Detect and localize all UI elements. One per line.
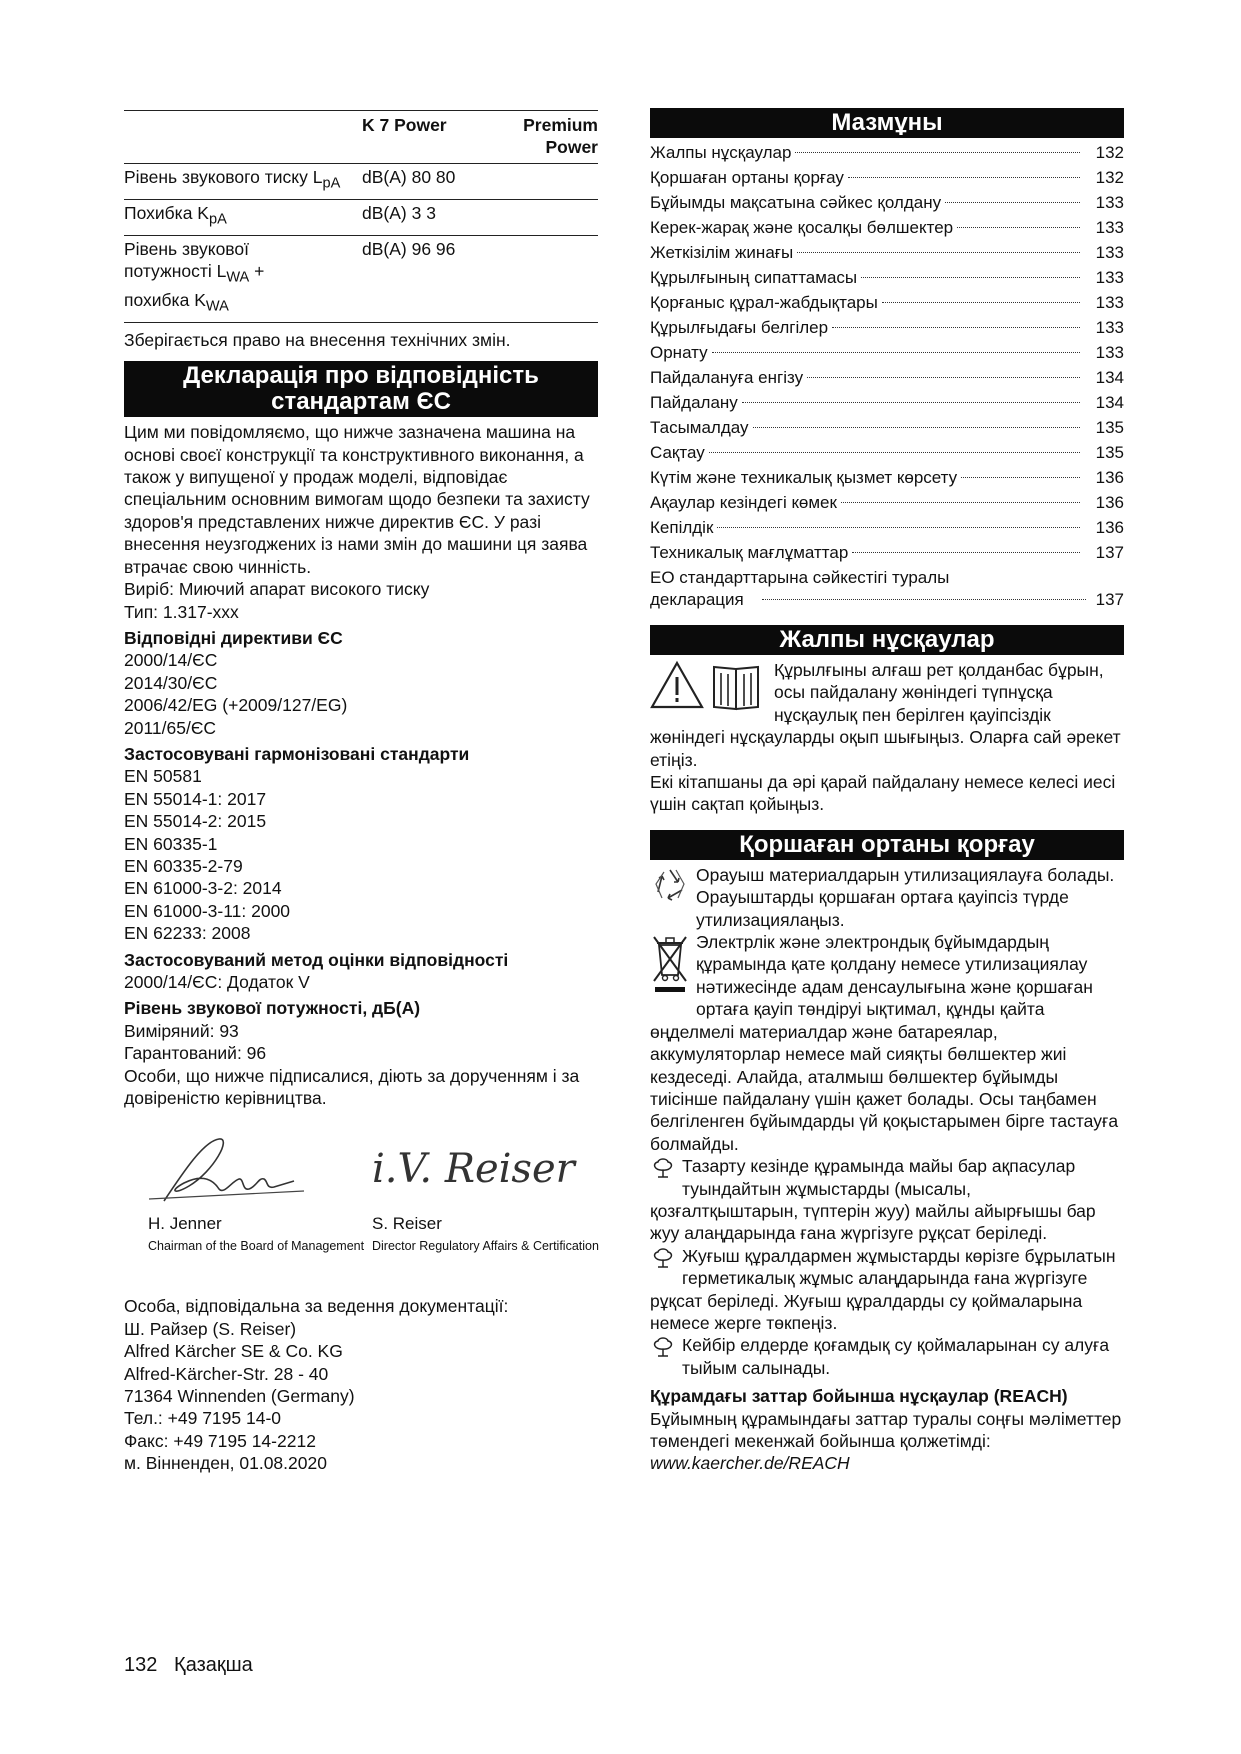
reach-link[interactable]: www.kaercher.de/REACH <box>650 1453 850 1474</box>
toc-page: 136 <box>1095 493 1124 512</box>
toc-dots <box>742 402 1080 403</box>
toc-title: Бұйымды мақсатына сәйкес қолдану <box>650 193 942 212</box>
spec-header-premium: Premium Power <box>466 111 598 164</box>
general-section <box>650 659 1124 816</box>
weee-bin-icon <box>650 931 690 998</box>
toc-title: Тасымалдау <box>650 418 749 437</box>
general-text-1: Құрылғыны алғаш рет қолданбас бұрын, осы пайдалану жөніндегі түпнұсқа нұсқаулық пен берілген қауіпсіздік жөніндегі нұсқауларды оқып шығыңыз. Оларға сай әрекет етіңіз. <box>650 660 1121 770</box>
right-column <box>650 108 1124 1475</box>
contact-line: Alfred-Kärcher-Str. 28 - 40 <box>124 1363 329 1384</box>
toc-title: Ақаулар кезіндегі көмек <box>650 493 837 512</box>
spec-label: Похибка $K_{pA}$ <box>124 199 362 235</box>
contact-line: Тел.: +49 7195 14-0 <box>124 1408 282 1429</box>
toc-page: 137 <box>1095 590 1124 609</box>
environment-heading: Қоршаған ортаны қорғау <box>650 830 1124 860</box>
toc-row[interactable] <box>650 242 1124 267</box>
contact-line: 71364 Winnenden (Germany) <box>124 1386 355 1407</box>
contact-line: Ш. Райзер (S. Reiser) <box>124 1318 297 1339</box>
contact-line: Особа, відповідальна за ведення документації: <box>124 1296 509 1317</box>
toc-row-last[interactable] <box>650 567 1124 611</box>
toc-title: Қоршаған ортаны қорғау <box>650 168 844 187</box>
toc-page: 135 <box>1095 443 1124 462</box>
list-item: EN 55014-2: 2015 <box>124 811 267 832</box>
toc-row[interactable] <box>650 142 1124 167</box>
spec-header-empty <box>124 111 362 164</box>
toc-dots <box>762 599 1086 600</box>
spec-label: Рівень звукового тиску $L_{pA}$ <box>124 163 362 199</box>
toc-dots <box>852 552 1080 553</box>
list-item: EN 60335-1 <box>124 833 218 854</box>
toc-row[interactable] <box>650 392 1124 417</box>
toc-row[interactable] <box>650 442 1124 467</box>
page-number: 132 <box>124 1654 158 1676</box>
contact-line: м. Вінненден, 01.08.2020 <box>124 1453 327 1474</box>
env-text-2: Электрлік және электрондық бұйымдардың құрамында қате қолдану немесе утилизациялау нәтижесінде адам денсаулығына және қоршаған ортаға қауіп төндіруі ықтимал, құнды қайта өңделмелі материалдар және батареялар, аккумуляторлар немесе май сияқты бөлшектер жиі кездеседі. Алайда, аталмыш бөлшектер бұйымды тиісінше пайдалану үшін қажет болады. Осы таңбамен белгіленген бұйымдарды үй қоқыстарымен бірге тастауға болмайды. <box>650 932 1119 1154</box>
environment-tree-icon <box>650 1157 676 1184</box>
type-line: Тип: 1.317-xxx <box>124 601 239 622</box>
toc-page: 136 <box>1095 468 1124 487</box>
table-row <box>124 163 598 199</box>
list-item: EN 61000-3-11: 2000 <box>124 900 291 921</box>
env-text-5: Кейбір елдерде қоғамдық су қоймаларынан су алуға тыйым салынады. <box>682 1335 1110 1378</box>
table-row <box>124 199 598 235</box>
toc-row[interactable] <box>650 542 1124 567</box>
list-item: EN 55014-1: 2017 <box>124 788 267 809</box>
toc-dots <box>861 277 1080 278</box>
toc-page: 136 <box>1095 518 1124 537</box>
technical-changes-note: Зберігається право на внесення технічних змін. <box>124 329 511 350</box>
toc-title: Сақтау <box>650 443 705 462</box>
toc-row[interactable] <box>650 517 1124 542</box>
toc-page: 133 <box>1095 343 1124 362</box>
toc-row[interactable] <box>650 467 1124 492</box>
method-title: Застосовуваний метод оцінки відповідності <box>124 949 509 970</box>
toc-page: 133 <box>1095 268 1124 287</box>
directives-title: Відповідні директиви ЄС <box>124 627 343 648</box>
toc-dots <box>709 452 1080 453</box>
recycling-icon <box>650 864 690 909</box>
toc-page: 133 <box>1095 293 1124 312</box>
list-item: 2011/65/ЄС <box>124 717 217 738</box>
toc-title: ЕО стандарттарына сәйкестігі туралы <box>650 568 950 587</box>
toc-dots <box>797 252 1080 253</box>
toc-title: Пайдалануға енгізу <box>650 368 804 387</box>
toc-dots <box>753 427 1080 428</box>
toc-page: 133 <box>1095 218 1124 237</box>
toc-dots <box>841 502 1080 503</box>
toc-dots <box>712 352 1080 353</box>
list-item: 2000/14/ЄС <box>124 650 218 671</box>
product-line: Виріб: Миючий апарат високого тиску <box>124 579 430 600</box>
general-heading: Жалпы нұсқаулар <box>650 625 1124 655</box>
toc-page: 132 <box>1095 168 1124 187</box>
spec-table <box>124 110 598 323</box>
toc-row[interactable] <box>650 217 1124 242</box>
measured-value: Виміряний: 93 <box>124 1020 239 1041</box>
page-footer <box>124 1654 253 1676</box>
spec-label: Рівень звукової потужності $L_{WA}$ + похибка $K_{WA}$ <box>124 235 362 322</box>
contact-line: Alfred Kärcher SE & Co. KG <box>124 1341 343 1362</box>
footer-language: Қазақша <box>174 1654 253 1676</box>
toc-row[interactable] <box>650 317 1124 342</box>
signer1-name: H. Jenner <box>148 1214 222 1234</box>
signer2-name: S. Reiser <box>372 1214 442 1234</box>
contact-line: Факс: +49 7195 14-2212 <box>124 1430 316 1451</box>
toc-dots <box>832 327 1080 328</box>
toc-heading: Мазмұны <box>650 108 1124 138</box>
toc-dots <box>957 227 1080 228</box>
spec-header-k7: K 7 Power <box>362 111 466 164</box>
toc-page: 132 <box>1095 143 1124 162</box>
toc-title: Кепілдік <box>650 518 714 537</box>
signatures <box>124 1129 598 1285</box>
list-item: EN 50581 <box>124 766 202 787</box>
toc-dots <box>795 152 1080 153</box>
toc-page: 133 <box>1095 243 1124 262</box>
toc-dots <box>717 527 1080 528</box>
signers-note: Особи, що нижче підписалися, діють за дорученням і за довіреністю керівництва. <box>124 1065 580 1109</box>
toc-row[interactable] <box>650 367 1124 392</box>
toc-dots <box>961 477 1080 478</box>
toc-title: Құрылғыдағы белгілер <box>650 318 829 337</box>
list-item: EN 61000-3-2: 2014 <box>124 878 282 899</box>
toc-row[interactable] <box>650 192 1124 217</box>
declaration-heading: Декларація про відповідність стандартам ЄС <box>124 361 598 417</box>
power-title: Рівень звукової потужності, дБ(A) <box>124 998 421 1019</box>
toc-page: 133 <box>1095 318 1124 337</box>
warning-icon <box>650 659 768 718</box>
declaration-text: Цим ми повідомляємо, що нижче зазначена машина на основі своєї конструкції та конструктивного виконання, а також у випущеної у продаж моделі, відповідає спеціальним основним вимогам щодо безпеки та захисту здоров'я представлених нижче директив ЄС. У разі внесення неузгоджених із нами змін до машини ця заява втрачає свою чинність. <box>124 422 590 577</box>
toc-title: декларация <box>650 590 744 609</box>
toc-page: 134 <box>1095 368 1124 387</box>
left-column <box>124 110 598 1475</box>
environment-section <box>650 864 1124 1475</box>
guaranteed-value: Гарантований: 96 <box>124 1043 267 1064</box>
toc-title: Қорғаныс құрал-жабдықтары <box>650 293 878 312</box>
toc-row[interactable] <box>650 267 1124 292</box>
list-item: 2006/42/EG (+2009/127/EG) <box>124 695 348 716</box>
spec-value: dB(A) 3 3 <box>362 199 598 235</box>
toc-row[interactable] <box>650 292 1124 317</box>
toc-dots <box>882 302 1080 303</box>
toc-title: Күтім және техникалық қызмет көрсету <box>650 468 958 487</box>
method-value: 2000/14/ЄС: Додаток V <box>124 972 310 992</box>
manual-book-icon <box>714 667 758 709</box>
toc-dots <box>807 377 1080 378</box>
list-item: EN 62233: 2008 <box>124 923 251 944</box>
signer2-title: Director Regulatory Affairs & Certification <box>372 1239 599 1254</box>
toc-title: Орнату <box>650 343 708 362</box>
standards-title: Застосовувані гармонізовані стандарти <box>124 743 470 764</box>
environment-tree-icon <box>650 1247 676 1274</box>
contact-block <box>124 1295 598 1474</box>
env-text-4: Жуғыш құралдармен жұмыстарды көрізге бұрылатын герметикалық жұмыс алаңдарында ғана жүргізуге рұқсат беріледі. Жуғыш құралдарды су қоймаларына немесе жерге төкпеңіз. <box>650 1245 1116 1333</box>
toc-row[interactable] <box>650 342 1124 367</box>
toc-last-row <box>650 589 1124 611</box>
env-text-3: Тазарту кезінде құрамында майы бар ақпасулар туындайтын жұмыстарды (мысалы, қозғалтқыштарын, түптерін жуу) майлы айырғышы бар жуу алаңдарында ғана жүргізуге рұқсат беріледі. <box>650 1156 1096 1244</box>
toc-page: 135 <box>1095 418 1124 437</box>
toc-row[interactable] <box>650 167 1124 192</box>
environment-tree-icon <box>650 1336 676 1363</box>
toc-title: Техникалық мағлұматтар <box>650 543 849 562</box>
list-item: EN 60335-2-79 <box>124 855 243 876</box>
table-of-contents <box>650 142 1124 567</box>
toc-title: Құрылғының сипаттамасы <box>650 268 858 287</box>
signature-reiser: i.V. Reiser <box>372 1146 575 1193</box>
spec-value: dB(A) 80 80 <box>362 163 598 199</box>
toc-title: Пайдалану <box>650 393 738 412</box>
toc-dots <box>945 202 1080 203</box>
toc-dots <box>848 177 1080 178</box>
toc-title: Жалпы нұсқаулар <box>650 143 792 162</box>
reach-text: Бұйымның құрамындағы заттар туралы соңғы мәліметтер төмендегі мекенжай бойынша қолжетімді: www.kaercher.de/REACH <box>650 1408 1122 1474</box>
reach-title: Құрамдағы заттар бойынша нұсқаулар (REACH) <box>650 1386 1068 1407</box>
general-text-2: Екі кітапшаны да әрі қарай пайдалану немесе келесі иесі үшін сақтап қойыңыз. <box>650 772 1116 815</box>
toc-page: 133 <box>1095 193 1124 212</box>
signature-jenner <box>144 1131 314 1211</box>
list-item: 2014/30/ЄС <box>124 672 218 693</box>
env-text-1: Орауыш материалдарын утилизациялауға болады. Орауыштарды қоршаған ортаға қауіпсіз түрде утилизациялаңыз. <box>696 864 1115 930</box>
table-row <box>124 235 598 322</box>
toc-row[interactable] <box>650 417 1124 442</box>
toc-title: Керек-жарақ және қосалқы бөлшектер <box>650 218 954 237</box>
spec-table-header <box>124 111 598 164</box>
toc-page: 137 <box>1095 543 1124 562</box>
toc-title: Жеткізілім жинағы <box>650 243 794 262</box>
toc-page: 134 <box>1095 393 1124 412</box>
toc-row[interactable] <box>650 492 1124 517</box>
spec-value: dB(A) 96 96 <box>362 235 598 322</box>
signer1-title: Chairman of the Board of Management <box>148 1239 365 1254</box>
